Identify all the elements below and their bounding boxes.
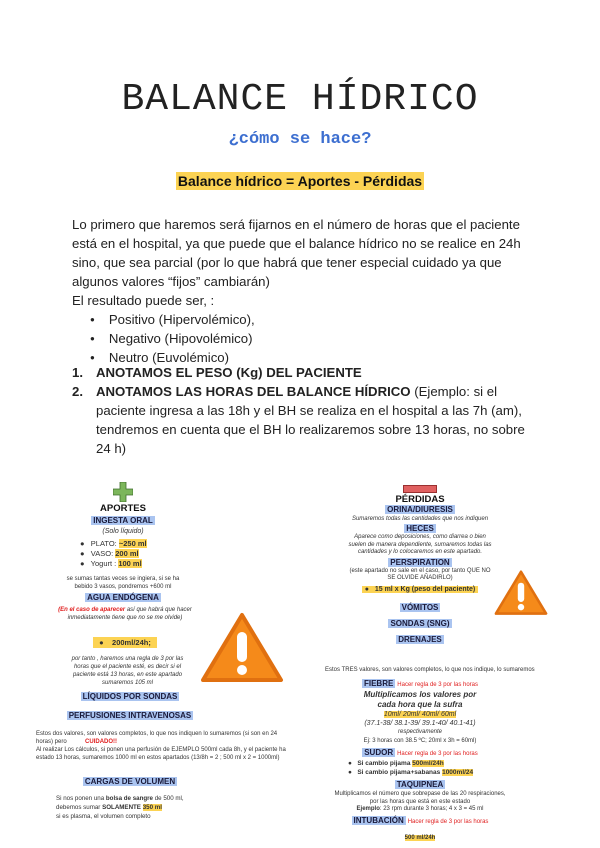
heces-text: Aparece como deposiciones, como diarrea o bien suelen de manera dependiente, sumaremos todas las cantidades y lo colocaremos en este apartado. (348, 534, 492, 555)
ingesta-list (58, 539, 188, 569)
item-label: Si cambio pijama (357, 760, 413, 767)
page-title: BALANCE HÍDRICO (121, 78, 479, 121)
perfusiones-heading: PERFUSIONES INTRAVENOSAS (68, 711, 192, 720)
perdidas-section (345, 494, 495, 646)
formula-text: Balance hídrico = Aportes - Pérdidas (177, 173, 423, 189)
aportes-title: APORTES (100, 503, 146, 514)
list-item: ● Neutro (Euvolémico) (90, 348, 542, 367)
endogena-warning: (En el caso de aparecer (58, 607, 126, 613)
taquipnea-example-label: Ejemplo (356, 806, 380, 812)
cargas-bold: bolsa de sangre (105, 795, 154, 802)
perf-text-2: Al realizar Los cálculos, si ponen una perfusión de EJEMPLO 500ml cada 8h, y el paciente ha estado 13 horas, sumaremos 1000 ml en estos apartados (13/8h = 2 ; 500 ml x 2 = 1000ml) (36, 747, 286, 761)
item-value: 100 ml (118, 559, 142, 568)
perspiration-value: ● 15 ml x Kg (peso del paciente) (362, 586, 478, 593)
ingesta-note: (Solo líquido) (102, 528, 144, 535)
intro-section (72, 215, 542, 367)
list-item: ● Negativo (Hipovolémico) (90, 329, 542, 348)
item-label: Si cambio pijama+sabanas (357, 769, 443, 776)
heces-heading: HECES (406, 524, 434, 533)
sng-heading: SONDAS (SNG) (390, 618, 450, 628)
list-item: ● VASO: 200 ml (80, 549, 139, 558)
subtitle: ¿cómo se hace? (228, 130, 372, 149)
step-number: 1. (72, 365, 83, 380)
item-label: Yogurt : (90, 559, 119, 568)
cargas-bold-2: SOLAMENTE (102, 804, 141, 811)
taquipnea-text: Multiplicamos el número que sobrepase de las 20 respiraciones, por las horas que está en este estado (334, 791, 506, 805)
perspiration-value-text: 15 ml x Kg (peso del paciente) (374, 585, 476, 593)
item-value: 200 ml (115, 549, 139, 558)
result-list (90, 310, 542, 367)
drenajes-heading: DRENAJES (398, 634, 442, 644)
orina-heading: ORINA/DIURESIS (387, 505, 453, 514)
fiebre-note: Hacer regla de 3 por las horas (397, 682, 478, 688)
warning-icon (200, 612, 284, 689)
perspiration-text: (este apartado no sale en el caso, por tanto QUE NO SE OLVIDE AÑADIRLO) (349, 567, 491, 581)
perdidas-title: PÉRDIDAS (395, 494, 445, 505)
steps-list (72, 363, 542, 458)
minus-icon (403, 485, 437, 493)
vomitos-heading: VÓMITOS (401, 602, 439, 612)
fiebre-resp: respectivamente (397, 729, 443, 735)
taquipnea-heading: TAQUIPNEA (396, 780, 444, 789)
drenajes-text: Estos TRES valores, son valores completos, lo que nos indique, lo sumaremos (325, 667, 535, 673)
sondas-heading: LÍQUIDOS POR SONDAS (82, 692, 178, 701)
intubacion-value: 500 ml/24h (404, 834, 436, 841)
step-item (72, 363, 542, 382)
perf-text-1: Estos dos valores, son valores completos, lo que nos indiquen lo sumaremos (si son en 24 horas) pero (36, 731, 278, 745)
fiebre-values: 10ml/ 20ml/ 40ml/ 60ml (383, 711, 457, 718)
item-value: 500ml/24h (412, 760, 444, 767)
endogena-heading: AGUA ENDÓGENA (87, 593, 159, 602)
cargas-heading: CARGAS DE VOLUMEN (84, 777, 176, 786)
sudor-list (330, 759, 510, 777)
list-item: ● PLATO: ~250 ml (80, 539, 147, 548)
list-item: ● Si cambio pijama 500ml/24h (348, 760, 444, 767)
endogena-text: por tanto , haremos una regla de 3 por las horas que el paciente esté, es decir si el paciente está 13 horas, en este apartado sumaremos 105 ml (71, 656, 184, 686)
result-label: El resultado puede ser, : (72, 293, 215, 308)
formula-heading (0, 173, 600, 189)
endogena-note (55, 606, 195, 622)
plus-icon (113, 482, 133, 502)
sudor-note: Hacer regla de 3 por las horas (397, 751, 478, 757)
ingesta-heading: INGESTA ORAL (93, 516, 153, 525)
cargas-text-1: Si nos ponen una (56, 795, 106, 802)
step-number: 2. (72, 384, 83, 399)
endogena-value-text: 200ml/24h; (112, 638, 151, 647)
taquipnea-example-text: : 23 rpm durante 3 horas; 4 x 3 = 45 ml (379, 806, 484, 812)
list-item: ● Si cambio pijama+sabanas 1000ml/24 (348, 769, 474, 776)
list-item: ● Positivo (Hipervolémico), (90, 310, 542, 329)
fiebre-ranges: (37.1-38/ 38.1-39/ 39.1-40/ 40.1-41) (364, 720, 476, 727)
step-title: ANOTAMOS EL PESO (Kg) DEL PACIENTE (96, 365, 362, 380)
cargas-heading-wrap (40, 775, 220, 788)
perfusiones-heading-wrap (40, 709, 220, 722)
step-item (72, 382, 542, 458)
item-value: 1000ml/24 (442, 769, 474, 776)
fiebre-example: Ej: 3 horas con 38.5 ºC; 20ml x 3h = 60ml) (363, 738, 477, 744)
step-text: (Ejemplo: si el paciente ingresa a las 18h y el BH se realiza en el hospital a las 7h (am), tendremos en cuenta que el BH lo realizaremos sobre 13 horas, no sobre 24 h) (96, 384, 525, 456)
intubacion-note: Hacer regla de 3 por las horas (407, 818, 489, 825)
taquipnea-example (330, 806, 510, 814)
list-item: ● Yogurt : 100 ml (80, 559, 142, 568)
perspiration-heading: PERSPIRATION (390, 557, 450, 567)
perfusiones-text (36, 730, 286, 762)
fiebre-block (330, 677, 510, 843)
intro-paragraph: Lo primero que haremos será fijarnos en el número de horas que el paciente está en el hospital, ya que puede que el balance hídrico no se realice en 24h sino, que sea parcial (por lo que habrá que tener especial cuidado ya que algunos valores “fijos” cambiarán) (72, 217, 521, 289)
step-title: ANOTAMOS LAS HORAS DEL BALANCE HÍDRICO (96, 384, 411, 399)
cargas-value: 350 ml (142, 804, 162, 811)
item-value: ~250 ml (118, 539, 147, 548)
endogena-note-text: así que habrá que hacer inmediatamente tiene que no se me olvide) (67, 607, 192, 621)
sondas-heading-wrap (40, 690, 220, 703)
sudor-heading: SUDOR (364, 748, 394, 757)
fiebre-text: Multiplicamos los valores por cada hora que la sufra (363, 690, 477, 709)
endogena-value: ● 200ml/24h; (55, 638, 195, 648)
warning-icon (494, 569, 548, 622)
cargas-text (56, 794, 196, 821)
cargas-text-3: si es plasma, el volumen completo (56, 813, 151, 820)
cargas-text-2: de 500 ml, debemos sumar (56, 795, 184, 811)
aportes-section (58, 503, 188, 604)
fiebre-heading: FIEBRE (363, 679, 394, 688)
item-label: PLATO: (90, 539, 119, 548)
ingesta-text: se sumas tantas veces se ingiera, si se ha bebido 3 vasos, pondremos +600 ml (66, 576, 180, 590)
orina-text: Sumaremos todas las cantidades que nos indiquen (351, 516, 489, 522)
perf-warning: CUIDADO!! (85, 739, 118, 745)
item-label: VASO: (90, 549, 116, 558)
intubacion-heading: INTUBACIÓN (353, 815, 404, 825)
